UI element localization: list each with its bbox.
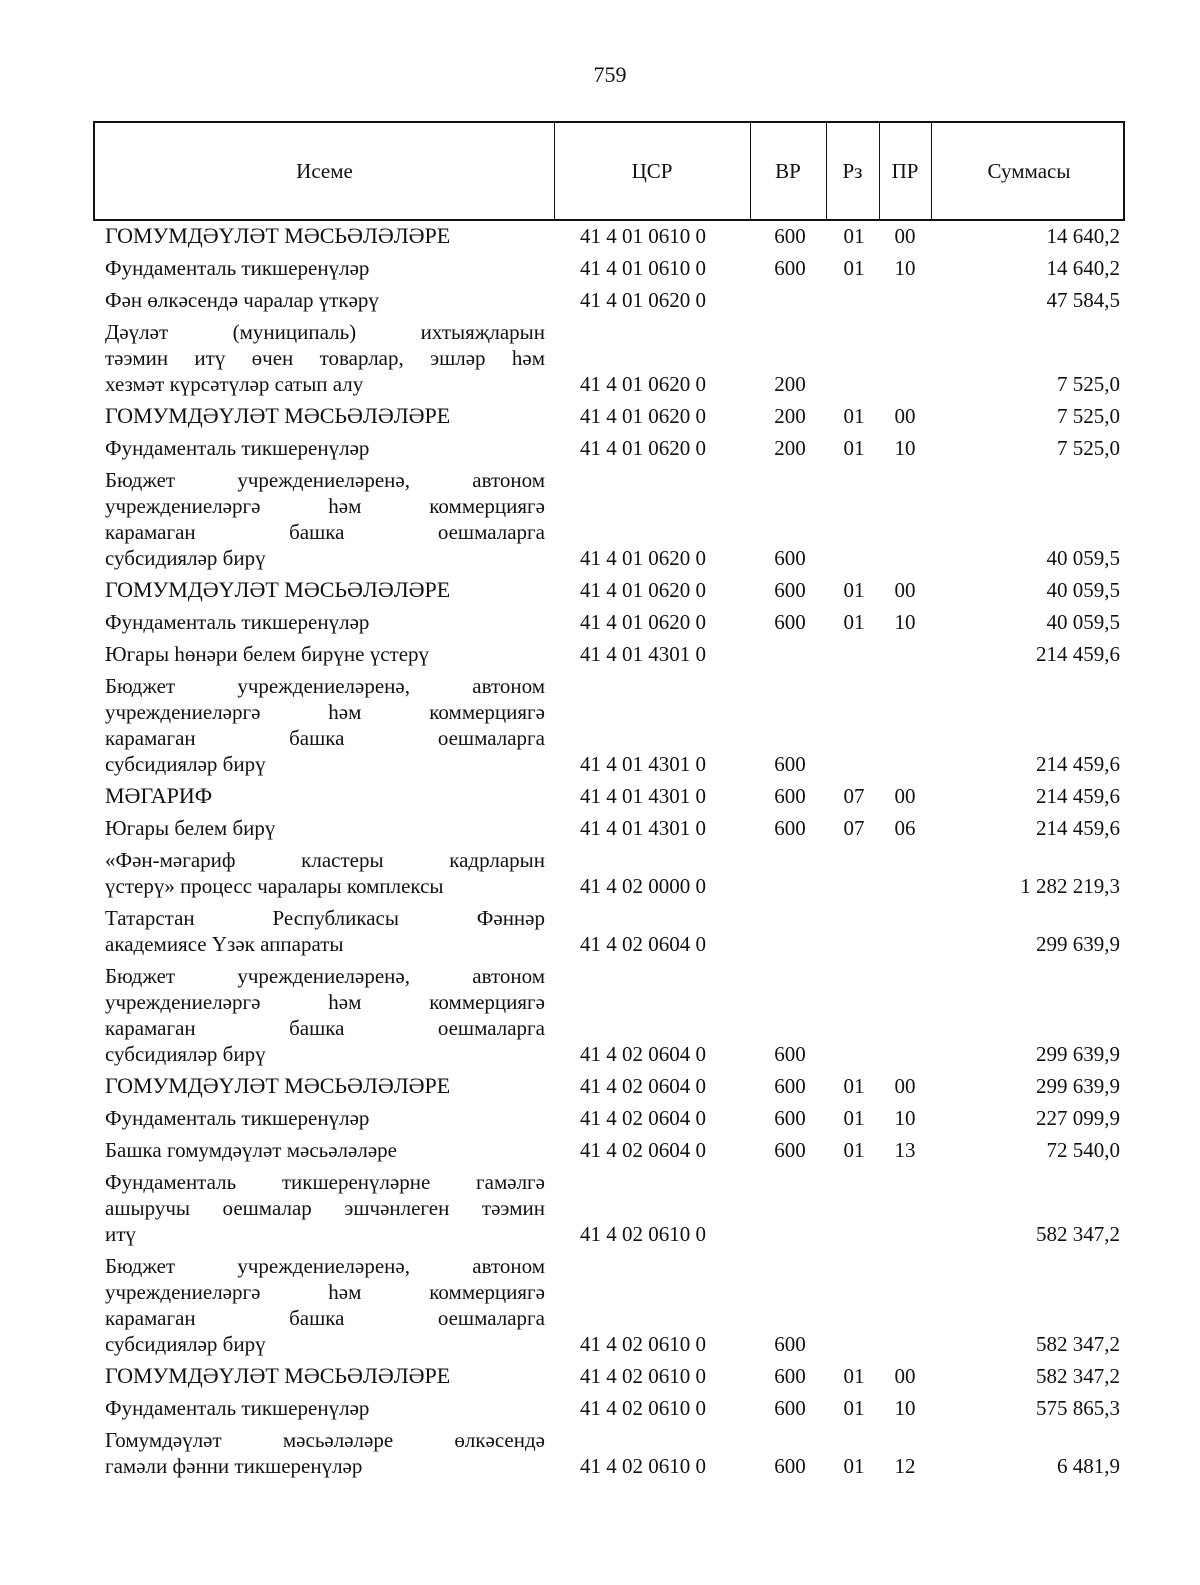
row-name [105,1253,545,1357]
row-rz: 01 [843,1074,865,1098]
row-sum: 299 639,9 [1036,1042,1120,1066]
row-pr: 10 [894,1396,916,1420]
row-sum: 40 059,5 [1046,610,1120,634]
row-name-line: субсидияләр бирү [105,1332,266,1356]
row-name [105,905,545,957]
row-vr: 600 [774,1454,806,1478]
row-vr: 600 [774,610,806,634]
row-rz: 01 [843,1138,865,1162]
row-csr: 41 4 02 0604 0 [580,1042,706,1066]
table-row [0,673,1200,777]
table-row [0,963,1200,1067]
row-sum: 6 481,9 [1057,1454,1120,1478]
row-name: ГОМУМДӘҮЛӘТ МӘСЬӘЛӘЛӘРЕ [105,403,451,428]
row-sum: 582 347,2 [1036,1332,1120,1356]
row-vr: 600 [774,1042,806,1066]
row-sum: 47 584,5 [1046,288,1120,312]
table-row [0,1253,1200,1357]
row-csr: 41 4 01 0620 0 [580,372,706,396]
row-sum: 40 059,5 [1046,546,1120,570]
row-sum: 575 865,3 [1036,1396,1120,1420]
table-row [0,641,1200,667]
row-name [105,1427,545,1479]
row-pr: 00 [894,578,916,602]
row-vr: 200 [774,372,806,396]
row-csr: 41 4 02 0604 0 [580,1074,706,1098]
row-name-line: Гомумдәүләт мәсьәләләре өлкәсендә [105,1428,545,1452]
table-row [0,1137,1200,1163]
row-csr: 41 4 01 4301 0 [580,752,706,776]
row-name-line: Бюджет учреждениеләренә, автоном [105,1254,545,1278]
row-csr: 41 4 01 0610 0 [580,256,706,280]
table-row [0,609,1200,635]
header-pr: ПР [891,158,919,183]
row-sum: 1 282 219,3 [1020,874,1120,898]
row-csr: 41 4 01 0620 0 [580,578,706,602]
row-csr: 41 4 02 0610 0 [580,1396,706,1420]
row-pr: 10 [894,436,916,460]
row-rz: 01 [843,1364,865,1388]
row-rz: 01 [843,404,865,428]
row-name [105,673,545,777]
row-rz: 07 [843,784,865,808]
row-pr: 10 [894,256,916,280]
row-name-line: гамәли фәнни тикшеренүләр [105,1454,363,1478]
row-vr: 200 [774,404,806,428]
table-row [0,435,1200,461]
table-row [0,403,1200,429]
table-row [0,815,1200,841]
row-sum: 14 640,2 [1046,224,1120,248]
table-row [0,577,1200,603]
row-name-line: «Фән-мәгариф кластеры кадрларын [105,848,545,872]
row-name-line: учреждениеләргә һәм коммерциягә [105,494,545,518]
header-vr: ВР [775,158,801,183]
row-name [105,467,545,571]
row-vr: 600 [774,578,806,602]
row-name-line: карамаган башка оешмаларга [105,726,545,750]
table-row [0,1363,1200,1389]
row-name-line: академиясе Үзәк аппараты [105,932,344,956]
row-sum: 214 459,6 [1036,642,1120,666]
row-sum: 72 540,0 [1046,1138,1120,1162]
table-row [0,1427,1200,1479]
row-csr: 41 4 02 0604 0 [580,1138,706,1162]
row-sum: 214 459,6 [1036,752,1120,776]
row-vr: 600 [774,1396,806,1420]
row-name-line: субсидияләр бирү [105,1042,266,1066]
row-sum: 214 459,6 [1036,816,1120,840]
row-name [105,847,545,899]
row-name-line: үстерү» процесс чаралары комплексы [105,874,444,898]
row-csr: 41 4 02 0610 0 [580,1364,706,1388]
row-name-line: тәэмин итү өчен товарлар, эшләр һәм [105,346,545,370]
row-name: ГОМУМДӘҮЛӘТ МӘСЬӘЛӘЛӘРЕ [105,577,451,602]
table-row [0,1073,1200,1099]
header-sum: Суммасы [987,158,1071,183]
row-pr: 00 [894,784,916,808]
row-name: Фән өлкәсендә чаралар үткәрү [105,288,379,312]
row-name [105,319,545,397]
row-name [105,963,545,1067]
row-csr: 41 4 01 0620 0 [580,404,706,428]
row-csr: 41 4 01 4301 0 [580,784,706,808]
row-name [105,1169,545,1247]
row-name-line: субсидияләр бирү [105,546,266,570]
row-name: Фундаменталь тикшеренүләр [105,1396,370,1420]
header-rz: Рз [842,158,863,183]
row-name: Фундаменталь тикшеренүләр [105,436,370,460]
row-name-line: карамаган башка оешмаларга [105,1306,545,1330]
row-vr: 600 [774,546,806,570]
table-row [0,783,1200,809]
row-rz: 01 [843,224,865,248]
row-vr: 600 [774,1332,806,1356]
row-name-line: Татарстан Республикасы Фәннәр [105,906,545,930]
row-rz: 01 [843,1106,865,1130]
row-sum: 14 640,2 [1046,256,1120,280]
row-pr: 00 [894,404,916,428]
row-name-line: карамаган башка оешмаларга [105,520,545,544]
row-name-line: учреждениеләргә һәм коммерциягә [105,700,545,724]
row-csr: 41 4 02 0000 0 [580,874,706,898]
row-name-line: Бюджет учреждениеләренә, автоном [105,964,545,988]
row-sum: 227 099,9 [1036,1106,1120,1130]
row-name-line: Бюджет учреждениеләренә, автоном [105,674,545,698]
row-csr: 41 4 01 0620 0 [580,546,706,570]
row-vr: 600 [774,256,806,280]
row-sum: 299 639,9 [1036,932,1120,956]
header-csr: ЦСР [631,158,673,183]
row-pr: 13 [894,1138,916,1162]
row-pr: 00 [894,1364,916,1388]
row-name: ГОМУМДӘҮЛӘТ МӘСЬӘЛӘЛӘРЕ [105,1073,451,1098]
row-name-line: учреждениеләргә һәм коммерциягә [105,1280,545,1304]
row-sum: 7 525,0 [1057,372,1120,396]
row-rz: 01 [843,610,865,634]
table-row [0,223,1200,249]
row-name-line: ашыручы оешмалар эшчәнлеген тәэмин [105,1196,545,1220]
row-rz: 07 [843,816,865,840]
row-vr: 200 [774,436,806,460]
row-vr: 600 [774,816,806,840]
row-sum: 7 525,0 [1057,404,1120,428]
row-name: Фундаменталь тикшеренүләр [105,610,370,634]
row-name-line: Дәүләт (муниципаль) ихтыяҗларын [105,320,545,344]
row-csr: 41 4 02 0610 0 [580,1454,706,1478]
row-sum: 299 639,9 [1036,1074,1120,1098]
row-name-line: итү [105,1222,136,1246]
row-rz: 01 [843,1454,865,1478]
row-rz: 01 [843,436,865,460]
row-pr: 00 [894,224,916,248]
row-name: Башка гомумдәүләт мәсьәләләре [105,1138,397,1162]
row-pr: 12 [894,1454,916,1478]
row-name: Фундаменталь тикшеренүләр [105,1106,370,1130]
row-name-line: хезмәт күрсәтүләр сатып алу [105,372,364,396]
table-row [0,847,1200,899]
row-name: ГОМУМДӘҮЛӘТ МӘСЬӘЛӘЛӘРЕ [105,223,451,248]
table-row [0,905,1200,957]
row-name: Югары белем бирү [105,816,276,840]
row-name: Фундаменталь тикшеренүләр [105,256,370,280]
table-row [0,467,1200,571]
row-name: Югары һөнәри белем бирүне үстерү [105,642,430,666]
row-vr: 600 [774,1364,806,1388]
row-pr: 00 [894,1074,916,1098]
row-vr: 600 [774,1106,806,1130]
table-row [0,1395,1200,1421]
row-csr: 41 4 01 0610 0 [580,224,706,248]
row-pr: 10 [894,1106,916,1130]
row-name: МӘГАРИФ [105,783,213,808]
row-sum: 214 459,6 [1036,784,1120,808]
row-sum: 582 347,2 [1036,1364,1120,1388]
row-vr: 600 [774,224,806,248]
row-pr: 06 [894,816,916,840]
row-vr: 600 [774,1138,806,1162]
table-row [0,319,1200,397]
table-row [0,1105,1200,1131]
page-number: 759 [593,62,627,87]
row-sum: 40 059,5 [1046,578,1120,602]
table-row [0,255,1200,281]
row-csr: 41 4 02 0610 0 [580,1222,706,1246]
row-csr: 41 4 02 0604 0 [580,932,706,956]
row-name-line: субсидияләр бирү [105,752,266,776]
row-pr: 10 [894,610,916,634]
header-name: Исеме [296,158,353,183]
row-csr: 41 4 01 0620 0 [580,288,706,312]
row-csr: 41 4 02 0604 0 [580,1106,706,1130]
row-name-line: Фундаменталь тикшеренүләрне гамәлгә [105,1170,545,1194]
row-csr: 41 4 01 4301 0 [580,816,706,840]
table-row [0,287,1200,313]
row-vr: 600 [774,1074,806,1098]
row-name-line: карамаган башка оешмаларга [105,1016,545,1040]
row-rz: 01 [843,578,865,602]
row-csr: 41 4 02 0610 0 [580,1332,706,1356]
row-sum: 7 525,0 [1057,436,1120,460]
table-row [0,1169,1200,1247]
row-vr: 600 [774,752,806,776]
row-csr: 41 4 01 4301 0 [580,642,706,666]
row-name-line: Бюджет учреждениеләренә, автоном [105,468,545,492]
row-name-line: учреждениеләргә һәм коммерциягә [105,990,545,1014]
row-rz: 01 [843,256,865,280]
row-csr: 41 4 01 0620 0 [580,436,706,460]
row-rz: 01 [843,1396,865,1420]
row-name: ГОМУМДӘҮЛӘТ МӘСЬӘЛӘЛӘРЕ [105,1363,451,1388]
row-csr: 41 4 01 0620 0 [580,610,706,634]
row-sum: 582 347,2 [1036,1222,1120,1246]
row-vr: 600 [774,784,806,808]
